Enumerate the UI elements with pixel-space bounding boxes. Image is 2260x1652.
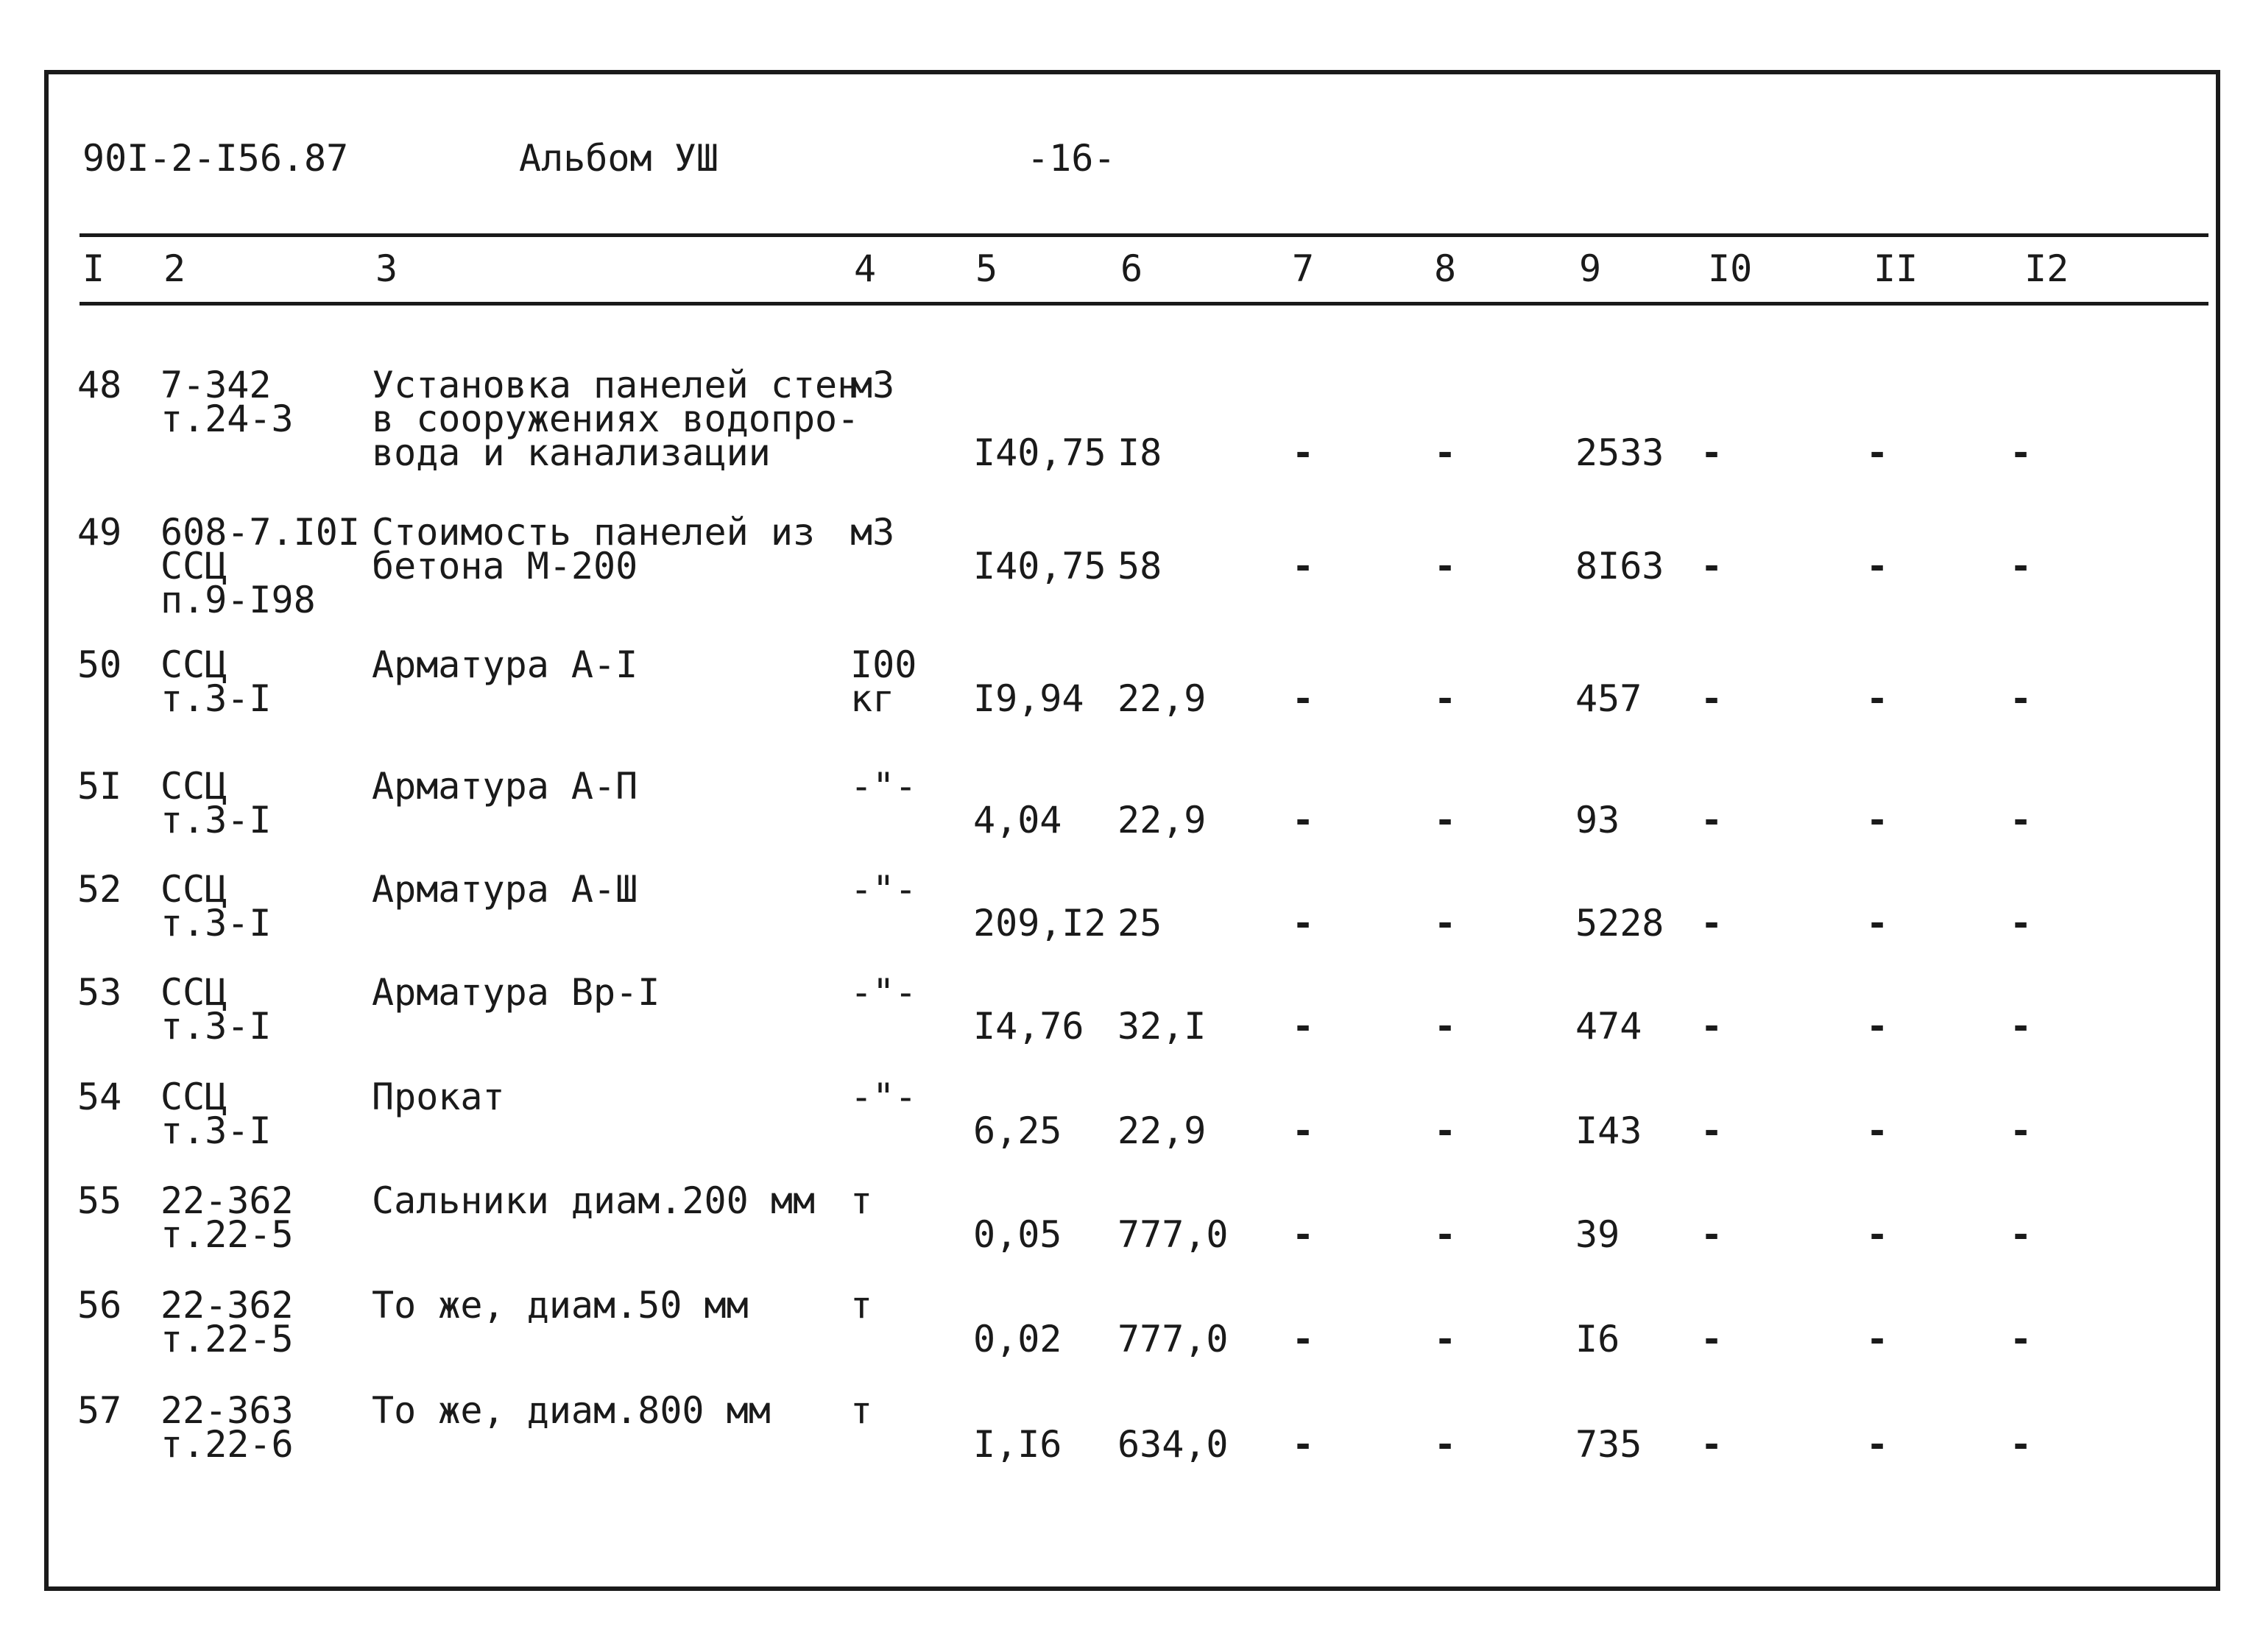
empty-cell: -	[1292, 1318, 1315, 1360]
work-name	[372, 364, 860, 474]
empty-cell: -	[1701, 1005, 1723, 1048]
unit-line: I00	[850, 643, 917, 686]
empty-cell: -	[1866, 545, 1889, 587]
unit-line: т	[850, 1389, 873, 1432]
empty-cell: -	[1866, 1109, 1889, 1152]
total-cost: 735	[1575, 1423, 1642, 1466]
empty-cell: -	[1434, 1005, 1457, 1048]
column-number: 6	[1120, 247, 1143, 290]
empty-cell: -	[2010, 431, 2033, 474]
norm-code	[160, 1389, 294, 1466]
norm-code-line: ССЦ	[160, 1076, 227, 1118]
row-number: 54	[77, 1076, 122, 1118]
row-number: 5I	[77, 765, 122, 808]
quantity: I,I6	[973, 1423, 1062, 1466]
work-name-line: То же, диам.800 мм	[372, 1389, 771, 1432]
table-row	[0, 971, 2260, 1071]
empty-cell: -	[1292, 799, 1315, 841]
work-name-line: Арматура А-Ш	[372, 868, 638, 911]
empty-cell: -	[1701, 677, 1723, 720]
norm-code	[160, 1076, 272, 1152]
unit-line: м3	[850, 364, 895, 406]
total-cost: 8I63	[1575, 545, 1664, 587]
table-row	[0, 643, 2260, 744]
empty-cell: -	[1434, 1318, 1457, 1360]
row-number: 52	[77, 868, 122, 911]
norm-code-line: т.22-6	[160, 1423, 294, 1466]
work-name-line: Арматура А-П	[372, 765, 638, 808]
work-name-line: в сооружениях водопро-	[372, 398, 860, 440]
unit-line: -"-	[850, 765, 917, 808]
row-number: 50	[77, 643, 122, 686]
empty-cell: -	[2010, 799, 2033, 841]
work-name	[372, 1076, 505, 1118]
norm-code-line: т.3-I	[160, 902, 272, 945]
empty-cell: -	[1701, 1318, 1723, 1360]
unit	[850, 1076, 917, 1118]
unit-price: 22,9	[1117, 799, 1207, 841]
empty-cell: -	[1292, 677, 1315, 720]
norm-code-line: т.3-I	[160, 1005, 272, 1048]
norm-code-line: т.3-I	[160, 1109, 272, 1152]
work-name	[372, 1284, 749, 1327]
work-name-line: Установка панелей стен	[372, 364, 860, 406]
norm-code	[160, 765, 272, 841]
table-row	[0, 868, 2260, 968]
norm-code-line: т.24-3	[160, 398, 294, 440]
empty-cell: -	[1866, 902, 1889, 945]
unit	[850, 1284, 873, 1327]
unit-line: м3	[850, 511, 895, 554]
empty-cell: -	[1434, 1423, 1457, 1466]
unit	[850, 868, 917, 911]
unit-price: 22,9	[1117, 1109, 1207, 1152]
norm-code	[160, 971, 272, 1048]
empty-cell: -	[1434, 677, 1457, 720]
page-number: -16-	[1027, 137, 1116, 180]
unit	[850, 1179, 873, 1222]
column-number: 3	[375, 247, 398, 290]
empty-cell: -	[1434, 431, 1457, 474]
empty-cell: -	[2010, 902, 2033, 945]
norm-code-line: 22-362	[160, 1284, 294, 1327]
empty-cell: -	[1866, 431, 1889, 474]
unit	[850, 971, 917, 1014]
unit-price: I8	[1117, 431, 1162, 474]
empty-cell: -	[1701, 1109, 1723, 1152]
unit-line: -"-	[850, 1076, 917, 1118]
unit	[850, 511, 895, 554]
norm-code-line: т.22-5	[160, 1318, 294, 1360]
work-name-line: Прокат	[372, 1076, 505, 1118]
unit-line: кг	[850, 677, 895, 720]
empty-cell: -	[1292, 1109, 1315, 1152]
norm-code-line: п.9-I98	[160, 579, 316, 621]
table-row	[0, 1179, 2260, 1279]
quantity: 209,I2	[973, 902, 1106, 945]
header-rule-bottom	[80, 302, 2208, 306]
norm-code-line: ССЦ	[160, 971, 227, 1014]
empty-cell: -	[1701, 902, 1723, 945]
norm-code	[160, 1179, 294, 1256]
row-number: 55	[77, 1179, 122, 1222]
empty-cell: -	[1434, 799, 1457, 841]
column-number: I2	[2024, 247, 2069, 290]
norm-code	[160, 868, 272, 945]
row-number: 53	[77, 971, 122, 1014]
norm-code-line: ССЦ	[160, 545, 227, 587]
unit	[850, 765, 917, 808]
unit-price: 777,0	[1117, 1213, 1229, 1256]
quantity: 0,02	[973, 1318, 1062, 1360]
work-name	[372, 971, 660, 1014]
column-number: II	[1874, 247, 1918, 290]
table-row	[0, 1076, 2260, 1176]
empty-cell: -	[1701, 431, 1723, 474]
work-name-line: Стоимость панелей из	[372, 511, 816, 554]
quantity: 0,05	[973, 1213, 1062, 1256]
table-row	[0, 511, 2260, 621]
empty-cell: -	[1292, 431, 1315, 474]
empty-cell: -	[1292, 545, 1315, 587]
total-cost: 93	[1575, 799, 1620, 841]
empty-cell: -	[2010, 1005, 2033, 1048]
empty-cell: -	[1701, 799, 1723, 841]
column-number: 4	[854, 247, 877, 290]
norm-code	[160, 643, 272, 720]
unit-price: 25	[1117, 902, 1162, 945]
norm-code-line: ССЦ	[160, 643, 227, 686]
quantity: 4,04	[973, 799, 1062, 841]
work-name	[372, 511, 816, 587]
empty-cell: -	[1701, 1213, 1723, 1256]
header-rule-top	[80, 233, 2208, 237]
empty-cell: -	[2010, 545, 2033, 587]
empty-cell: -	[1434, 1213, 1457, 1256]
empty-cell: -	[1701, 1423, 1723, 1466]
norm-code	[160, 364, 294, 440]
table-row	[0, 364, 2260, 474]
work-name-line: Арматура Вр-I	[372, 971, 660, 1014]
empty-cell: -	[1866, 1318, 1889, 1360]
empty-cell: -	[1434, 1109, 1457, 1152]
work-name	[372, 868, 638, 911]
work-name-line: То же, диам.50 мм	[372, 1284, 749, 1327]
unit-line: -"-	[850, 868, 917, 911]
unit	[850, 1389, 873, 1432]
doc-code: 90I-2-I56.87	[82, 137, 349, 180]
empty-cell: -	[1866, 1423, 1889, 1466]
unit-price: 58	[1117, 545, 1162, 587]
work-name	[372, 643, 638, 686]
norm-code	[160, 1284, 294, 1360]
norm-code-line: 22-362	[160, 1179, 294, 1222]
column-number: 5	[975, 247, 998, 290]
unit-price: 777,0	[1117, 1318, 1229, 1360]
empty-cell: -	[1701, 545, 1723, 587]
row-number: 49	[77, 511, 122, 554]
unit-line: т	[850, 1179, 873, 1222]
unit	[850, 364, 895, 406]
norm-code-line: ССЦ	[160, 868, 227, 911]
empty-cell: -	[1866, 799, 1889, 841]
empty-cell: -	[1292, 1005, 1315, 1048]
total-cost: 457	[1575, 677, 1642, 720]
total-cost: I6	[1575, 1318, 1620, 1360]
column-number: I	[82, 247, 105, 290]
unit-price: 32,I	[1117, 1005, 1207, 1048]
column-number: 8	[1434, 247, 1457, 290]
unit-price: 634,0	[1117, 1423, 1229, 1466]
total-cost: I43	[1575, 1109, 1642, 1152]
norm-code-line: 22-363	[160, 1389, 294, 1432]
total-cost: 2533	[1575, 431, 1664, 474]
column-number: 7	[1292, 247, 1315, 290]
empty-cell: -	[1866, 677, 1889, 720]
column-number: 9	[1579, 247, 1602, 290]
column-number: I0	[1708, 247, 1753, 290]
quantity: I9,94	[973, 677, 1084, 720]
row-number: 57	[77, 1389, 122, 1432]
total-cost: 39	[1575, 1213, 1620, 1256]
table-row	[0, 765, 2260, 865]
norm-code-line: т.22-5	[160, 1213, 294, 1256]
norm-code	[160, 511, 360, 621]
empty-cell: -	[1292, 1213, 1315, 1256]
work-name	[372, 1179, 816, 1222]
norm-code-line: 608-7.I0I	[160, 511, 360, 554]
work-name-line: бетона М-200	[372, 545, 638, 587]
table-row	[0, 1284, 2260, 1384]
row-number: 48	[77, 364, 122, 406]
norm-code-line: т.3-I	[160, 677, 272, 720]
total-cost: 5228	[1575, 902, 1664, 945]
empty-cell: -	[2010, 1318, 2033, 1360]
work-name	[372, 765, 638, 808]
norm-code-line: ССЦ	[160, 765, 227, 808]
empty-cell: -	[1434, 545, 1457, 587]
unit-line: -"-	[850, 971, 917, 1014]
empty-cell: -	[2010, 1423, 2033, 1466]
work-name	[372, 1389, 771, 1432]
empty-cell: -	[1434, 902, 1457, 945]
empty-cell: -	[2010, 677, 2033, 720]
work-name-line: Сальники диам.200 мм	[372, 1179, 816, 1222]
quantity: 6,25	[973, 1109, 1062, 1152]
norm-code-line: 7-342	[160, 364, 272, 406]
empty-cell: -	[1292, 902, 1315, 945]
empty-cell: -	[2010, 1109, 2033, 1152]
work-name-line: вода и канализации	[372, 431, 771, 474]
quantity: I40,75	[973, 545, 1106, 587]
empty-cell: -	[1866, 1005, 1889, 1048]
quantity: I40,75	[973, 431, 1106, 474]
album-label: Альбом УШ	[519, 137, 718, 180]
column-number: 2	[163, 247, 186, 290]
row-number: 56	[77, 1284, 122, 1327]
unit-line: т	[850, 1284, 873, 1327]
empty-cell: -	[1292, 1423, 1315, 1466]
unit-price: 22,9	[1117, 677, 1207, 720]
table-row	[0, 1389, 2260, 1489]
empty-cell: -	[2010, 1213, 2033, 1256]
total-cost: 474	[1575, 1005, 1642, 1048]
empty-cell: -	[1866, 1213, 1889, 1256]
work-name-line: Арматура А-I	[372, 643, 638, 686]
quantity: I4,76	[973, 1005, 1084, 1048]
norm-code-line: т.3-I	[160, 799, 272, 841]
unit	[850, 643, 917, 720]
